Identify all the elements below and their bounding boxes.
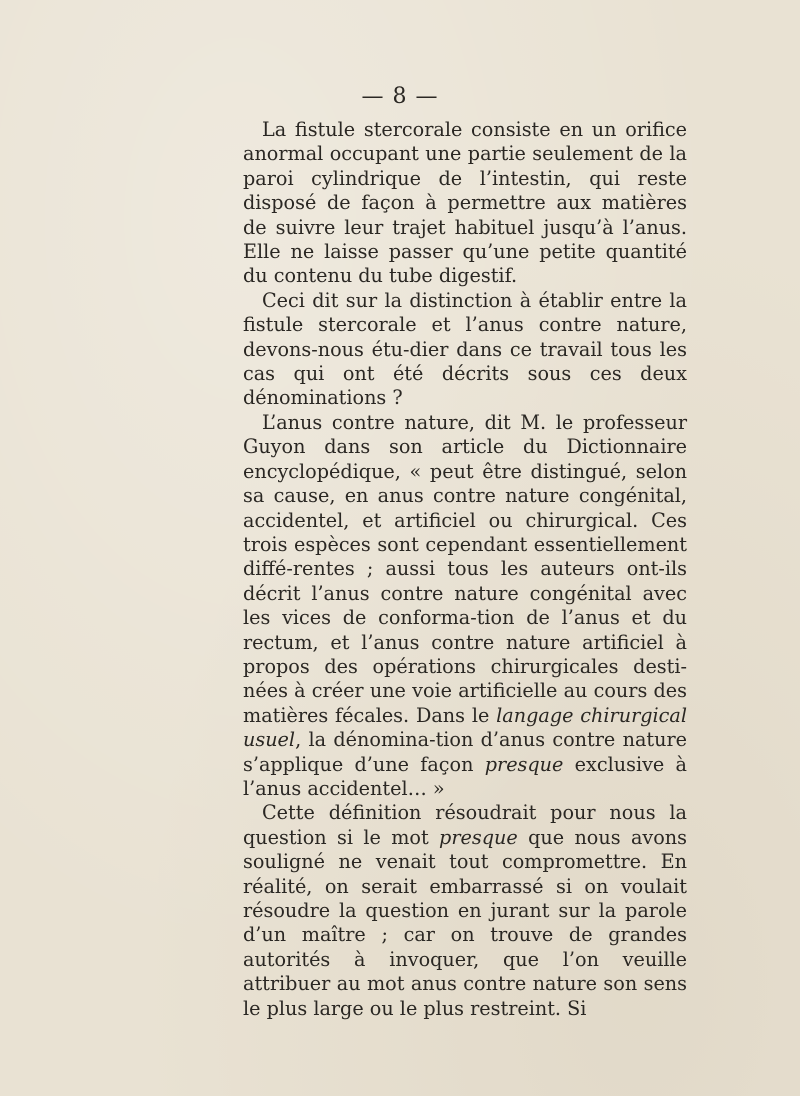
paragraph-3-text-a: L’anus contre nature, dit M. le professeur Guyon dans son article du Dictionnaire encyclopédique, « peut être distingué, selon sa cause, en anus contre nature congénital, accidentel, et artificiel ou chirurgical. Ces trois espèces sont cependant essentiellement diffé-rentes ; aussi tous les auteurs ont-ils décrit l’anus contre nature congénital avec les vices de conforma-tion de l’anus et du rectum, et l’anus contre nature artificiel à propos des opérations chirurgicales desti-nées à créer une voie artificielle au cours des matières fécales. Dans le bbox=[243, 410, 687, 727]
paragraph-1: La fistule stercorale consiste en un orifice anormal occupant une partie seulement de la paroi cylindrique de l’intestin, qui reste disposé de façon à permettre aux matières de suivre leur trajet habituel jusqu’à l’anus. Elle ne laisse passer qu’une petite quantité du contenu du tube digestif. bbox=[243, 118, 687, 288]
paragraph-4-italic-a: presque bbox=[439, 825, 518, 849]
paragraph-4-text-b: que nous avons souligné ne venait tout compromettre. En réalité, on serait embarrassé si on voulait résoudre la question en jurant sur la parole d’un maître ; car on trouve de grandes autorités à invoquer, que l’on veuille attribuer au mot anus contre nature son sens le plus large ou le plus restreint. Si bbox=[243, 825, 687, 1020]
page-number: — 8 — bbox=[361, 84, 439, 109]
paragraph-2: Ceci dit sur la distinction à établir entre la fistule stercorale et l’anus contre nature, devons-nous étu-dier dans ce travail tous les cas qui ont été décrits sous ces deux dénominations ? bbox=[243, 288, 687, 410]
paragraph-3-italic-b: presque bbox=[484, 752, 564, 776]
paragraph-4 bbox=[243, 801, 687, 1021]
paragraph-3-text-c: exclusive à l’anus accidentel… » bbox=[243, 752, 687, 800]
paragraph-3-italic-a: langage chirurgical usuel bbox=[243, 703, 687, 752]
paragraph-3-text-b: , la dénomina-tion d’anus contre nature s’applique d’une façon bbox=[243, 728, 687, 776]
paragraph-3 bbox=[243, 411, 687, 802]
paragraph-4-text-a: Cette définition résoudrait pour nous la question si le mot bbox=[243, 801, 687, 849]
body-text bbox=[243, 118, 687, 1021]
